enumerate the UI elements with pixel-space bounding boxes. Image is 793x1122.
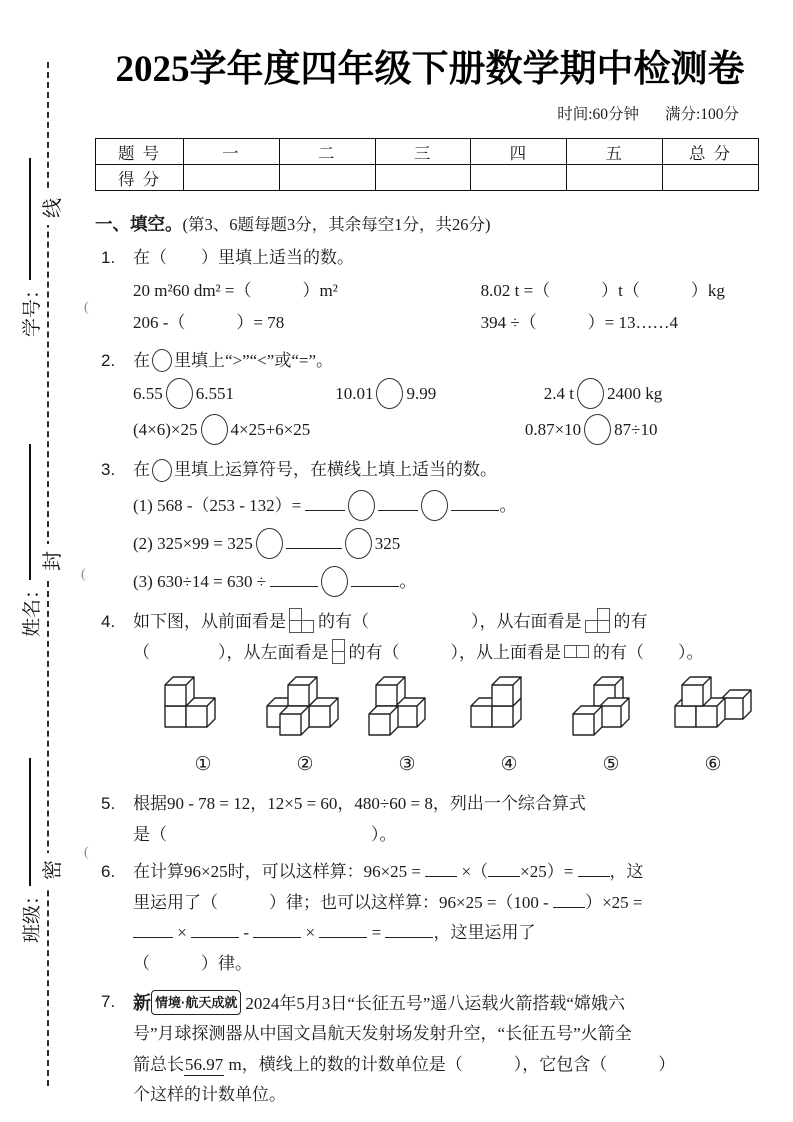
q2-row-2: [133, 414, 765, 448]
question-number: 4.: [101, 611, 116, 631]
question-number: 3.: [101, 460, 116, 480]
q3-item-2: (2) 325×99 = 325 325: [133, 528, 765, 562]
question-number: 2.: [101, 350, 116, 370]
score-table-header-row: [96, 139, 759, 165]
score-table-cell: 一: [184, 139, 280, 165]
scan-artifact: (: [84, 300, 89, 315]
name-label: 姓名：: [21, 579, 43, 637]
q4-line-2: （ ），从左面看是 的有（ ），从上面看是 的有（ ）。: [133, 638, 765, 669]
seal-char-mi: 密: [42, 853, 64, 887]
question-number: 1.: [101, 248, 116, 267]
blank-line: [385, 923, 433, 938]
figure-label: ③: [398, 753, 416, 775]
answer-circle: [584, 414, 611, 445]
answer-circle: [376, 378, 403, 409]
cube-figure: [567, 675, 655, 782]
figure-label: ②: [296, 753, 314, 775]
class-writing-line: [29, 758, 31, 886]
figure-label: ④: [500, 753, 518, 775]
cube-drawing: [469, 675, 549, 737]
name-field: [17, 433, 43, 637]
prompt-circle: [152, 349, 172, 372]
blank-line: [319, 923, 367, 938]
q1-item: 206 -（ ）= 78: [133, 313, 285, 333]
score-table-cell: 总 分: [663, 139, 759, 165]
blank-line: [553, 892, 585, 907]
blank-line: [351, 571, 399, 586]
shape-cell: [576, 645, 589, 658]
q2-item: (4×6)×25 4×25+6×25: [133, 414, 525, 448]
student-id-label: 学号：: [21, 279, 43, 337]
blank-line: [133, 923, 173, 938]
question-body: [133, 455, 765, 600]
cube-figures-row: [159, 675, 765, 782]
q2-item: 0.87×10 87÷10: [525, 414, 658, 448]
score-table-score-row: [96, 165, 759, 191]
q2-row-1: [133, 378, 765, 412]
blank-line: [488, 862, 520, 877]
q5-text: 根据90 - 78 = 12，12×5 = 60，480÷60 = 8，列出一个综合算式 是（ ）。: [133, 793, 586, 844]
blank-line: [378, 495, 418, 510]
cube-drawing: [571, 675, 651, 737]
cube-figure: [465, 675, 553, 782]
q2-item: 2.4 t 2400 kg: [544, 378, 765, 412]
figure-label: ⑥: [704, 753, 722, 775]
context-badge: 情境·航天成就: [151, 990, 241, 1015]
shape-cell: [332, 651, 345, 664]
scan-artifact: (: [84, 845, 89, 860]
class-field: [17, 747, 43, 943]
blank-line: [578, 862, 610, 877]
question-7: [95, 987, 765, 1111]
question-6: [95, 857, 765, 979]
answer-circle: [345, 528, 372, 559]
score-entry-cell: [663, 165, 759, 191]
score-entry-cell: [471, 165, 567, 191]
q3-item-3: (3) 630÷14 = 630 ÷ 。: [133, 566, 765, 600]
score-table: [95, 138, 759, 191]
seal-char-xian: 线: [42, 191, 64, 225]
q3-item-1: (1) 568 -（253 - 132）= 。: [133, 490, 765, 524]
student-id-field: [17, 147, 43, 337]
question-body: [133, 346, 765, 449]
q1-prompt: 在（ ）里填上适当的数。: [133, 248, 354, 267]
section-1-title: 一、填空。: [95, 214, 183, 234]
q1-item: 8.02 t =（ ）t（ ）kg: [480, 280, 725, 300]
answer-circle: [577, 378, 604, 409]
q4-line-1: 如下图，从前面看是 的有（ ），从右面看是 的有: [133, 607, 765, 638]
section-1-heading: [95, 211, 765, 236]
q7-text: 新 情境·航天成就 2024年5月3日“长征五号”遥八运载火箭搭载“嫦娥六 号”月球探测器从中国文昌航天发射场发射升空，“长征五号”火箭全 箭总长56.97 m，横线上的数的计数单位是（ ），它包含（ ） 个这样的计数单位。: [133, 987, 765, 1111]
q2-item: 10.01 9.99: [335, 378, 544, 412]
cube-drawing: [367, 675, 447, 737]
question-1: [95, 243, 765, 339]
view-shape-top: [564, 645, 590, 659]
score-table-cell: 五: [567, 139, 663, 165]
blank-line: [270, 571, 318, 586]
badge-new-prefix: 新: [133, 992, 151, 1013]
figure-label: ⑤: [602, 753, 620, 775]
question-4: [95, 607, 765, 782]
cube-figure: [261, 675, 349, 782]
q1-item: 20 m²60 dm² =（ ）m²: [133, 280, 338, 300]
blank-line: [191, 923, 239, 938]
answer-circle: [201, 414, 228, 445]
cube-figure: [669, 675, 757, 782]
underlined-number: 56.97: [185, 1054, 224, 1074]
cube-drawing: [163, 675, 243, 737]
blank-line: [425, 862, 457, 877]
cube-drawing: [673, 675, 753, 737]
cube-figure: [363, 675, 451, 782]
question-3: [95, 455, 765, 600]
question-number: 7.: [101, 991, 116, 1011]
blank-line: [305, 495, 345, 510]
score-table-cell: 二: [279, 139, 375, 165]
exam-content: [95, 28, 765, 1111]
answer-circle: [421, 490, 448, 521]
class-label: 班级：: [21, 885, 43, 943]
name-writing-line: [29, 444, 31, 580]
figure-label: ①: [194, 753, 212, 775]
section-1-scoring-note: (第3、6题每题3分，其余每空1分，共26分): [182, 215, 491, 234]
blank-line: [451, 495, 499, 510]
exam-info-line: [95, 102, 739, 124]
score-table-cell: 得 分: [96, 165, 184, 191]
question-number: 6.: [101, 862, 116, 882]
question-body: [133, 243, 765, 339]
question-body: [133, 607, 765, 782]
q6-text: 在计算96×25时，可以这样算：96×25 = ×（ ×25）= ，这 里运用了（ ）律；也可以这样算：96×25 =（100 - ）×25 = × - × = ，这里运用了 （ ）律。: [133, 862, 644, 973]
answer-circle: [348, 490, 375, 521]
score-entry-cell: [375, 165, 471, 191]
blank-line: [253, 923, 301, 938]
score-entry-cell: [567, 165, 663, 191]
q1-row-2: [133, 308, 765, 339]
question-number: 5.: [101, 793, 116, 813]
q3-prompt: 在 里填上运算符号，在横线上填上适当的数。: [133, 455, 765, 486]
score-table-cell: 三: [375, 139, 471, 165]
score-entry-cell: [279, 165, 375, 191]
shape-cell: [597, 620, 610, 633]
full-score: 满分:100分: [664, 106, 739, 123]
question-2: [95, 346, 765, 449]
shape-cell: [301, 620, 314, 633]
prompt-circle: [152, 459, 172, 482]
answer-circle: [166, 378, 193, 409]
view-shape-left: [332, 639, 346, 665]
view-shape-front: [289, 608, 315, 634]
answer-circle: [256, 528, 283, 559]
view-shape-right: [585, 608, 611, 634]
question-5: [95, 789, 765, 850]
score-table-cell: 题 号: [96, 139, 184, 165]
answer-circle: [321, 566, 348, 597]
q2-item: 6.55 6.551: [133, 378, 335, 412]
cube-figure: [159, 675, 247, 782]
q2-prompt: 在 里填上“>”“<”或“=”。: [133, 346, 765, 377]
q1-item: 394 ÷（ ）= 13……4: [480, 313, 679, 333]
seal-char-feng: 封: [42, 544, 64, 578]
exam-title: 2025学年度四年级下册数学期中检测卷: [115, 49, 745, 90]
score-entry-cell: [184, 165, 280, 191]
blank-line: [286, 533, 342, 548]
scan-artifact: (: [81, 567, 86, 582]
q1-row-1: [133, 276, 765, 307]
cube-drawing: [265, 675, 345, 737]
time-limit: 时间:60分钟: [557, 106, 640, 123]
student-id-writing-line: [29, 158, 31, 280]
score-table-cell: 四: [471, 139, 567, 165]
